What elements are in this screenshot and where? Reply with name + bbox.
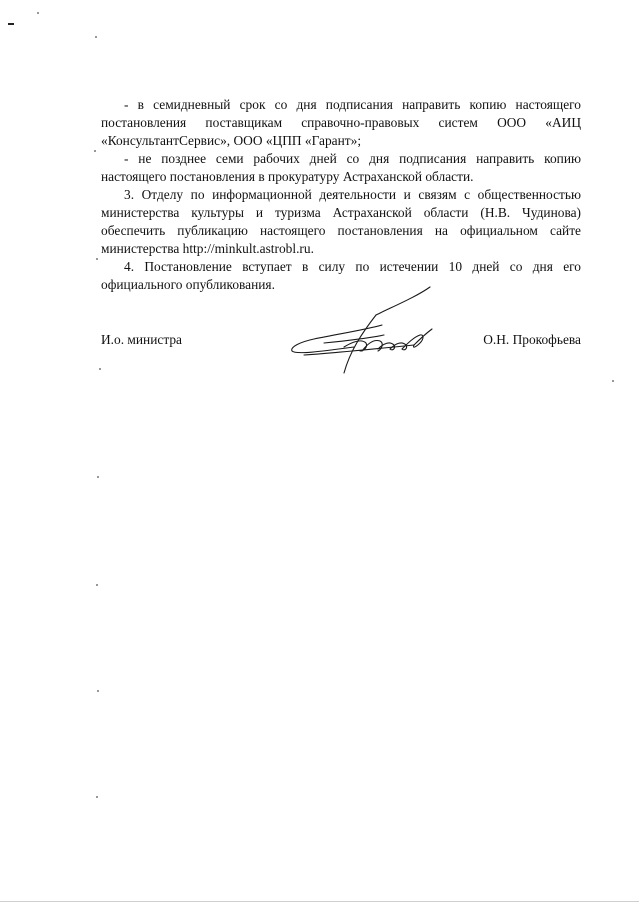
paragraph-copy-to-prosecutor: - не позднее семи рабочих дней со дня подписания направить копию настоящего постановления в прокуратуру Астраханской области. bbox=[101, 151, 581, 184]
paragraph-publication: 3. Отделу по информационной деятельности и связям с общественностью министерства культуры и туризма Астраханской области (Н.В. Чудинова) обеспечить публикацию настоящего постановления на официальном сайте министерства http://minkult.astrobl.ru. bbox=[101, 187, 581, 256]
scan-mark bbox=[8, 23, 14, 25]
scan-speck bbox=[612, 380, 614, 382]
scan-speck bbox=[96, 796, 98, 798]
scan-bottom-edge bbox=[0, 901, 639, 902]
scan-speck bbox=[97, 690, 99, 692]
signer-position: И.о. министра bbox=[101, 332, 182, 347]
document-body bbox=[101, 96, 581, 294]
paragraph-entry-into-force: 4. Постановление вступает в силу по истечении 10 дней со дня его официального опубликования. bbox=[101, 259, 581, 292]
scan-speck bbox=[37, 12, 39, 14]
scan-speck bbox=[96, 584, 98, 586]
signer-name: О.Н. Прокофьева bbox=[483, 332, 581, 347]
scan-speck bbox=[99, 368, 101, 370]
scan-speck bbox=[96, 258, 98, 260]
scan-speck bbox=[97, 476, 99, 478]
paragraph-copy-to-legal-systems: - в семидневный срок со дня подписания направить копию настоящего постановления поставщикам справочно-правовых систем ООО «АИЦ «КонсультантСервис», ООО «ЦПП «Гарант»; bbox=[101, 97, 581, 148]
scan-speck bbox=[95, 36, 97, 38]
handwritten-signature bbox=[284, 285, 464, 377]
scan-speck bbox=[94, 150, 96, 152]
